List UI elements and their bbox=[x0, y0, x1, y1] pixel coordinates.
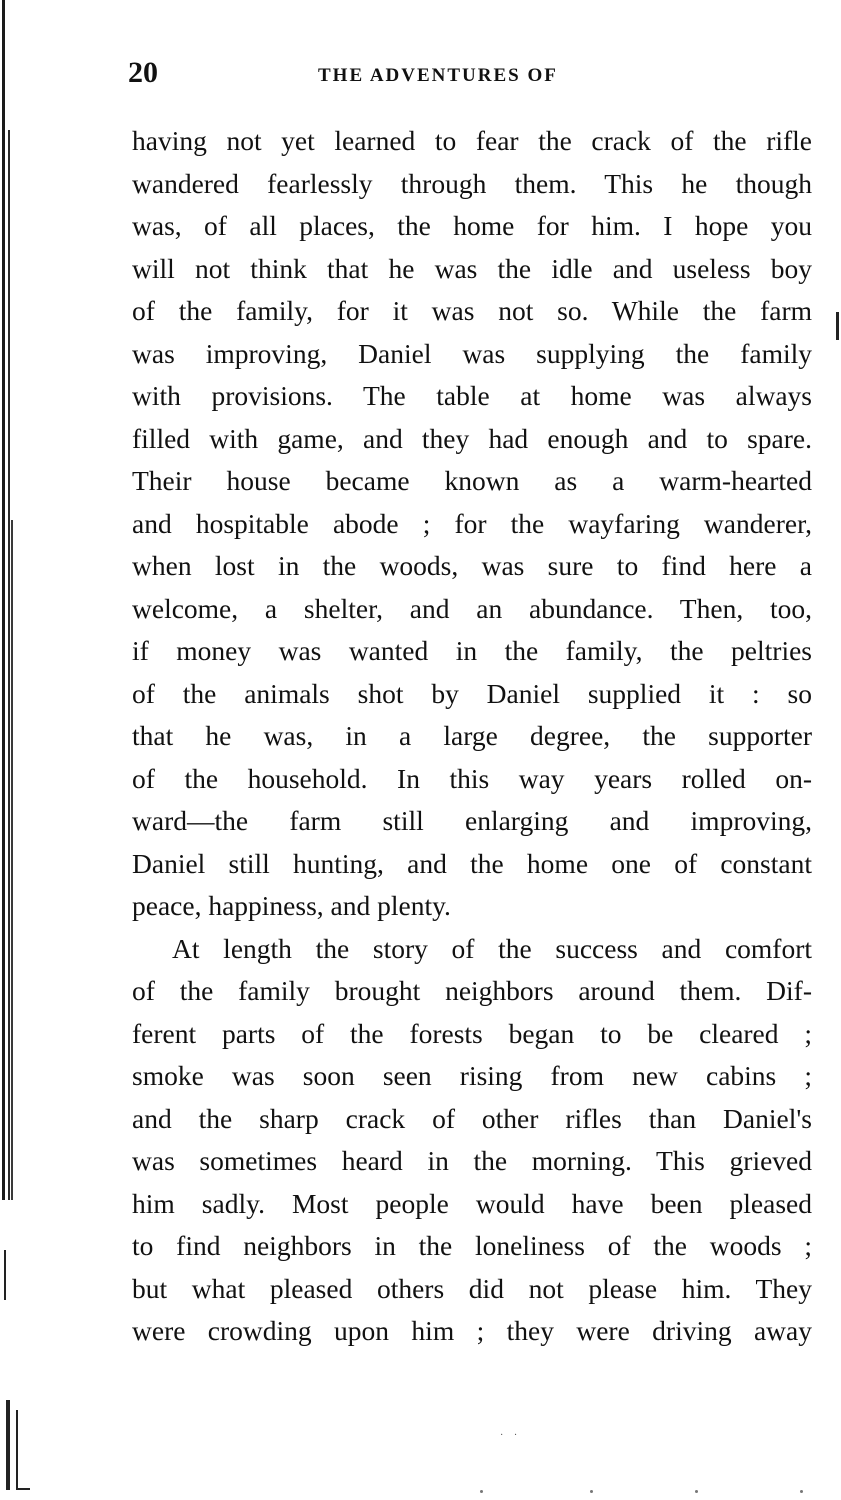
scan-marks bbox=[0, 1250, 30, 1500]
binding-rule bbox=[8, 130, 10, 1200]
text-line: that he was, in a large degree, the supporter bbox=[132, 720, 812, 751]
binding-edge bbox=[0, 0, 14, 1200]
running-head bbox=[128, 55, 813, 95]
text-line: if money was wanted in the family, the peltries bbox=[132, 635, 812, 666]
text-line: having not yet learned to fear the crack of the rifle bbox=[132, 125, 812, 156]
text-line: of the household. In this way years rolled on- bbox=[132, 762, 812, 794]
paragraph bbox=[132, 928, 812, 1353]
text-line: Their house became known as a warm-hearted bbox=[132, 465, 812, 496]
text-line: smoke was soon seen rising from new cabins ; bbox=[132, 1060, 812, 1091]
text-line: was improving, Daniel was supplying the family bbox=[132, 337, 812, 369]
text-line: was sometimes heard in the morning. This grieved bbox=[132, 1145, 812, 1176]
text-line: of the animals shot by Daniel supplied it : so bbox=[132, 677, 812, 709]
text-line: wandered fearlessly through them. This he though bbox=[132, 167, 812, 199]
scan-specks: · · bbox=[500, 1430, 522, 1441]
text-line: will not think that he was the idle and useless boy bbox=[132, 252, 812, 284]
page-number: 20 bbox=[128, 56, 158, 89]
text-line: ferent parts of the forests began to be cleared ; bbox=[132, 1017, 812, 1049]
body-text bbox=[132, 120, 812, 1353]
text-line: and the sharp crack of other rifles than Daniel's bbox=[132, 1102, 812, 1134]
text-line: Daniel still hunting, and the home one of constant bbox=[132, 847, 812, 879]
text-line: to find neighbors in the loneliness of the woods ; bbox=[132, 1230, 812, 1261]
binding-rule bbox=[2, 0, 5, 1200]
text-line: filled with game, and they had enough and to spare. bbox=[132, 422, 812, 454]
text-line: but what pleased others did not please him. They bbox=[132, 1272, 812, 1304]
scan-mark bbox=[836, 312, 839, 340]
text-line: At length the story of the success and comfort bbox=[172, 932, 812, 964]
text-line: when lost in the woods, was sure to find here a bbox=[132, 550, 812, 581]
text-line: and hospitable abode ; for the wayfaring wanderer, bbox=[132, 507, 812, 539]
binding-rule bbox=[11, 520, 13, 1200]
text-line: with provisions. The table at home was always bbox=[132, 380, 812, 411]
paragraph bbox=[132, 120, 812, 928]
text-line: peace, happiness, and plenty. bbox=[132, 890, 451, 921]
scan-specks bbox=[480, 1490, 810, 1494]
text-line: ward—the farm still enlarging and improving, bbox=[132, 805, 812, 836]
text-line: welcome, a shelter, and an abundance. Then, too, bbox=[132, 592, 812, 624]
text-line: of the family brought neighbors around them. Dif- bbox=[132, 975, 812, 1006]
text-line: was, of all places, the home for him. I hope you bbox=[132, 210, 812, 241]
text-line: were crowding upon him ; they were driving away bbox=[132, 1315, 812, 1346]
text-line: him sadly. Most people would have been pleased bbox=[132, 1187, 812, 1219]
running-title: THE ADVENTURES OF bbox=[318, 65, 558, 86]
text-line: of the family, for it was not so. While the farm bbox=[132, 295, 812, 326]
